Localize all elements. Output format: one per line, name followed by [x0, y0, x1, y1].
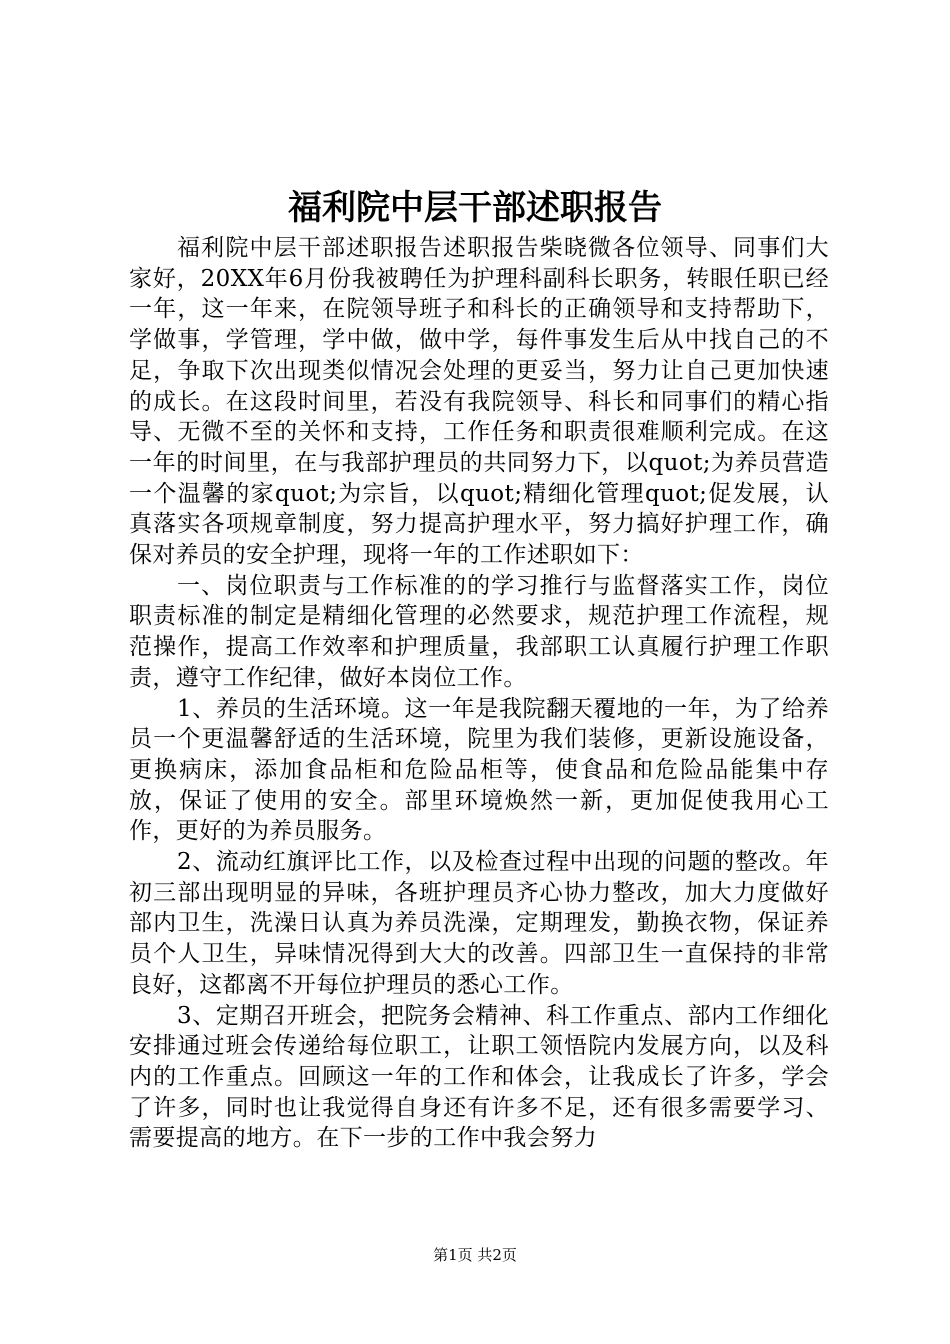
- body-paragraph: 3、定期召开班会，把院务会精神、科工作重点、部内工作细化安排通过班会传递给每位职工，让职工领悟院内发展方向，以及科内的工作重点。回顾这一年的工作和体会，让我成长了许多，学会了许多，同时也让我觉得自身还有许多不足，还有很多需要学习、需要提高的地方。在下一步的工作中我会努力: [129, 1002, 829, 1152]
- document-title: 福利院中层干部述职报告: [288, 188, 662, 228]
- page-footer: 第1页 共2页: [433, 1246, 517, 1264]
- body-paragraph: 1、养员的生活环境。这一年是我院翻天覆地的一年，为了给养员一个更温馨舒适的生活环境，院里为我们装修，更新设施设备，更换病床，添加食品柜和危险品柜等，使食品和危险品能集中存放，保证了使用的安全。部里环境焕然一新，更加促使我用心工作，更好的为养员服务。: [129, 695, 829, 845]
- document-body: [129, 233, 829, 1154]
- body-paragraph: 一、岗位职责与工作标准的的学习推行与监督落实工作，岗位职责标准的制定是精细化管理的必然要求，规范护理工作流程，规范操作，提高工作效率和护理质量，我部职工认真履行护理工作职责，遵守工作纪律，做好本岗位工作。: [129, 572, 829, 691]
- body-paragraph: 2、流动红旗评比工作，以及检查过程中出现的问题的整改。年初三部出现明显的异味，各班护理员齐心协力整改，加大力度做好部内卫生，洗澡日认真为养员洗澡，定期理发，勤换衣物，保证养员个人卫生，异味情况得到大大的改善。四部卫生一直保持的非常良好，这都离不开每位护理员的悉心工作。: [129, 849, 829, 998]
- body-paragraph: 福利院中层干部述职报告述职报告柴晓微各位领导、同事们大家好，20XX年6月份我被聘任为护理科副科长职务，转眼任职已经一年，这一年来，在院领导班子和科长的正确领导和支持帮助下，学做事，学管理，学中做，做中学，每件事发生后从中找自己的不足，争取下次出现类似情况会处理的更妥当，努力让自己更加快速的成长。在这段时间里，若没有我院领导、科长和同事们的精心指导、无微不至的关怀和支持，工作任务和职责很难顺利完成。在这一年的时间里，在与我部护理员的共同努力下，以quot;为养员营造一个温馨的家quot;为宗旨，以quot;精细化管理quot;促发展，认真落实各项规章制度，努力提高护理水平，努力搞好护理工作，确保对养员的安全护理，现将一年的工作述职如下：: [129, 235, 829, 569]
